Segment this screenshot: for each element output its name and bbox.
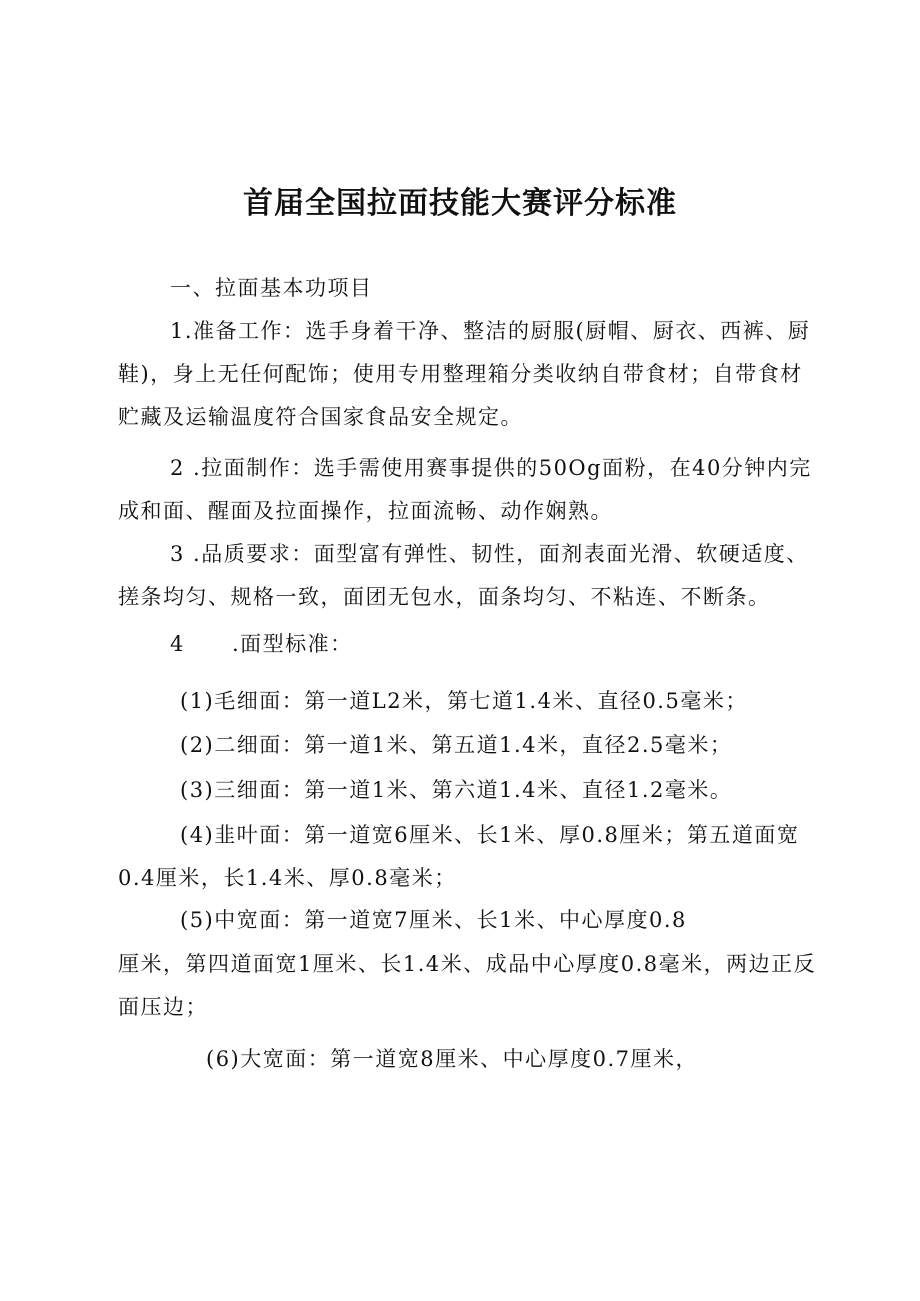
item-quality: 3 .品质要求：面型富有弹性、韧性，面剂表面光滑、软硬适度、搓条均匀、规格一致，面团无包水，面条均匀、不粘连、不断条。 — [118, 542, 809, 609]
shape-item-4: (4)韭叶面：第一道宽6厘米、长1米、厚0.8厘米；第五道面宽0.4厘米，长1.4米、厚0.8毫米； — [118, 823, 800, 890]
shape-item-5-continued: 厘米，第四道面宽1厘米、长1.4米、成品中心厚度0.8毫米，两边正反面压边； — [118, 952, 817, 1019]
shape-item-1: (1)毛细面：第一道L2米，第七道1.4米、直径0.5毫米； — [180, 689, 748, 713]
shape-item-6: (6)大宽面：第一道宽8厘米、中心厚度0.7厘米， — [206, 1047, 699, 1071]
item-noodle-making: 2 .拉面制作：选手需使用赛事提供的50Og面粉，在40分钟内完成和面、醒面及拉面操作，拉面流畅、动作娴熟。 — [118, 456, 812, 523]
section-heading: 一、拉面基本功项目 — [170, 276, 373, 300]
item-preparation: 1.准备工作：选手身着干净、整洁的厨服(厨帽、厨衣、西裤、厨鞋)，身上无任何配饰；使用专用整理箱分类收纳自带食材；自带食材贮藏及运输温度符合国家食品安全规定。 — [118, 319, 811, 429]
item-shape-number: 4 — [170, 632, 185, 656]
shape-item-5-first-line: (5)中宽面：第一道宽7厘米、长1米、中心厚度0.8 — [180, 908, 687, 932]
shape-item-2: (2)二细面：第一道1米、第五道1.4米，直径2.5毫米； — [180, 733, 733, 757]
shape-item-3: (3)三细面：第一道1米、第六道1.4米、直径1.2毫米。 — [180, 778, 733, 802]
document-title: 首届全国拉面技能大赛评分标准 — [243, 186, 677, 221]
item-shape-label: .面型标准： — [232, 632, 353, 656]
